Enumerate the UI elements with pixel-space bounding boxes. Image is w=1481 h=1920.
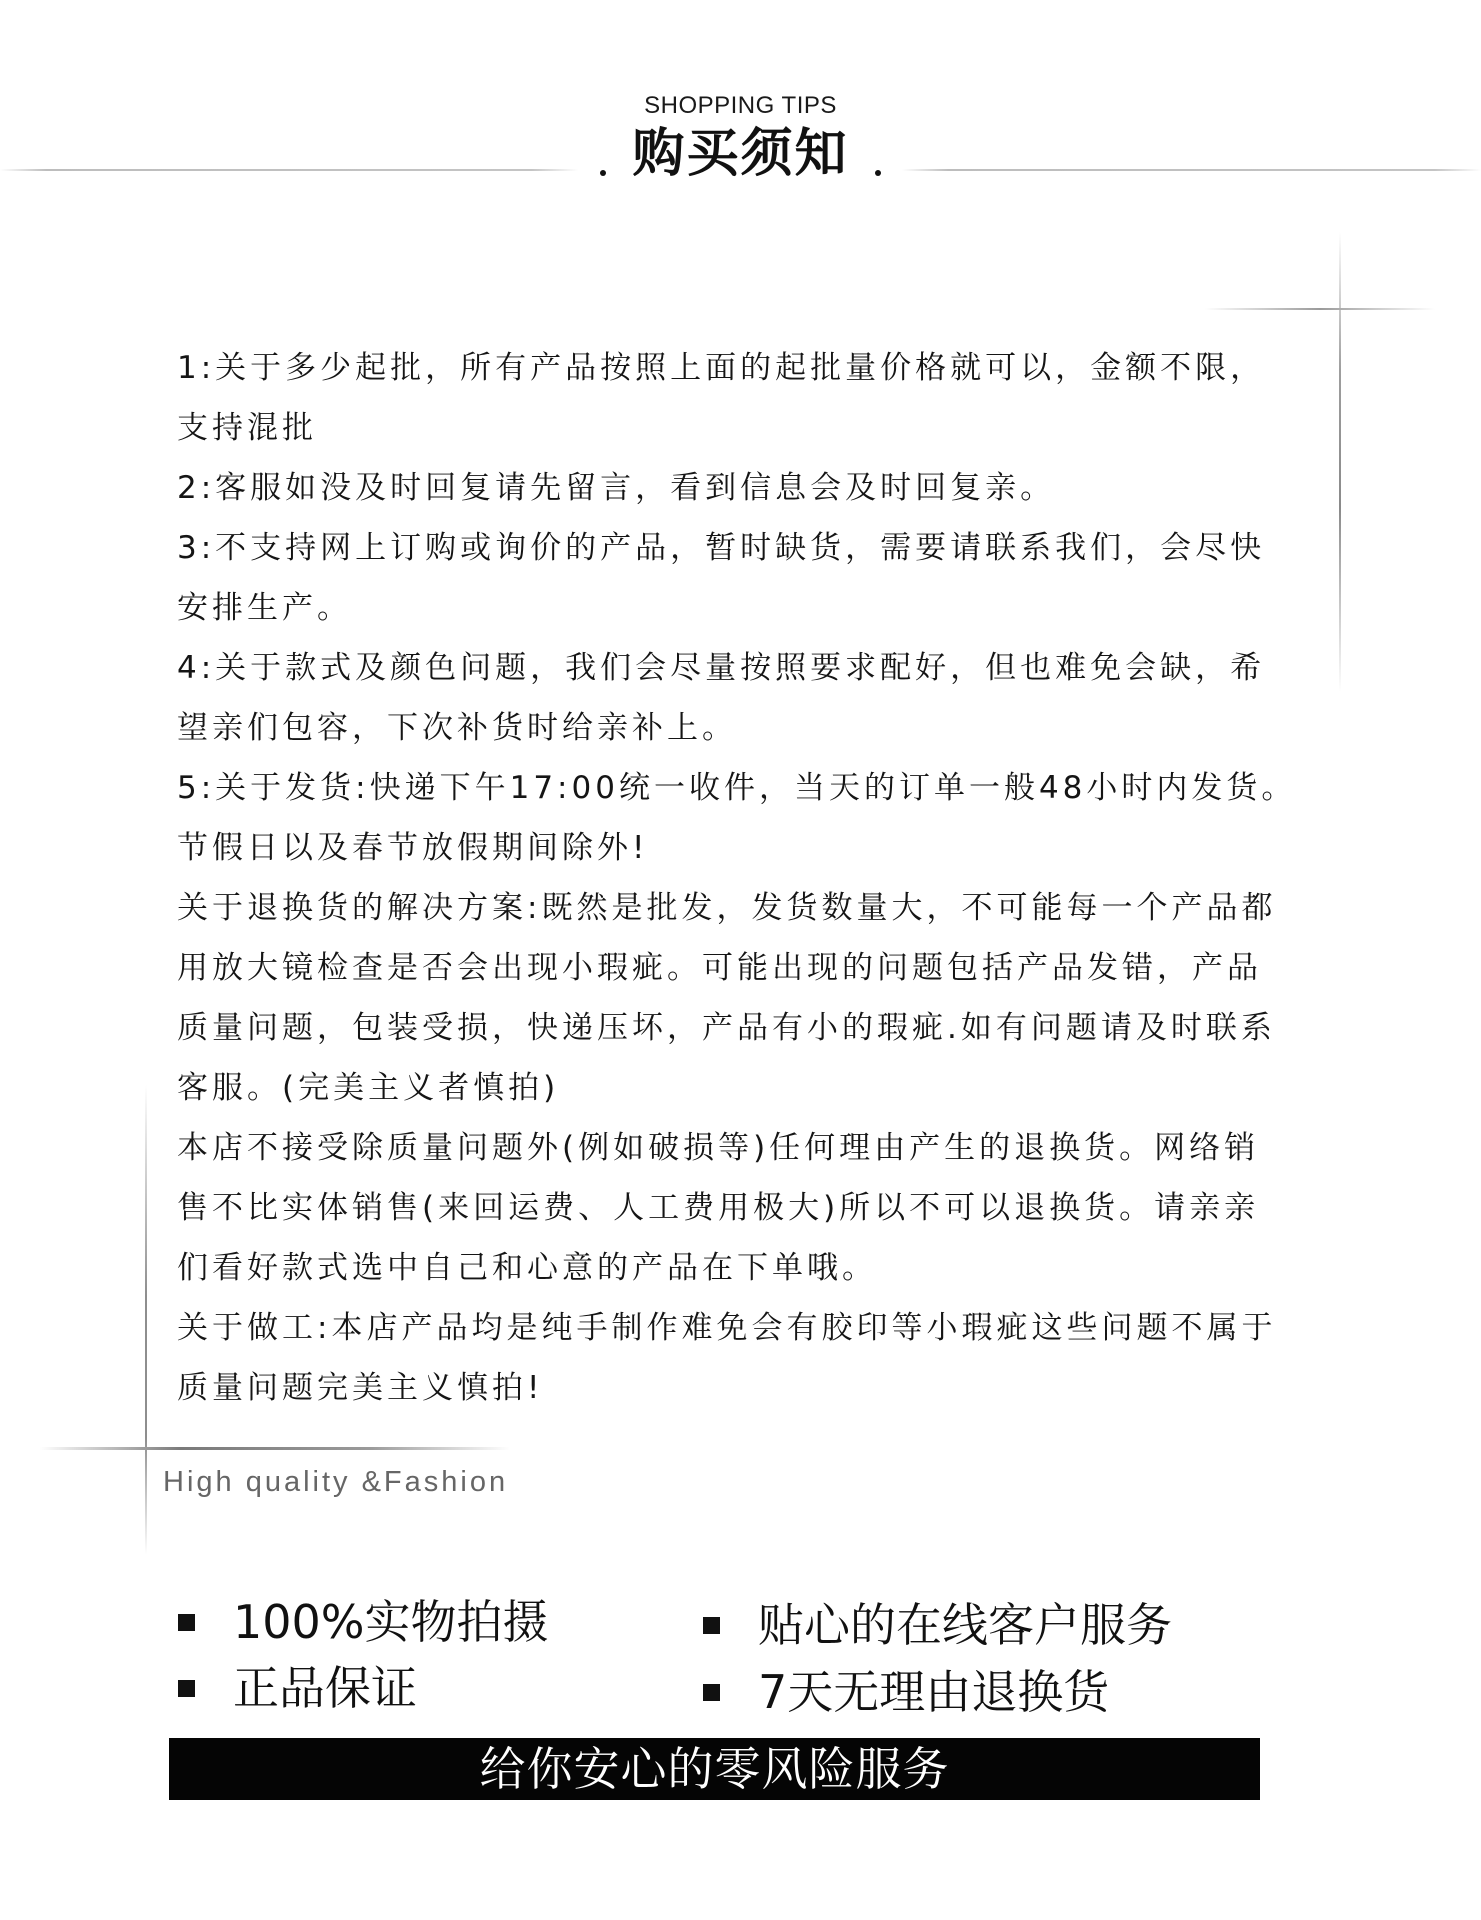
notice-line: 质量问题，包装受损，快递压坏，产品有小的瑕疵.如有问题请及时联系 — [177, 1010, 1276, 1046]
notice-line: 支持混批 — [177, 410, 317, 446]
guarantee-authentic — [178, 1658, 417, 1718]
guarantee-7-day-return — [703, 1662, 1109, 1722]
tagline: High quality &Fashion — [163, 1466, 509, 1498]
notice-line: 3:不支持网上订购或询价的产品，暂时缺货，需要请联系我们，会尽快 — [177, 530, 1266, 566]
guarantee-label: 7天无理由退换货 — [758, 1665, 1110, 1719]
notice-line: 5:关于发货:快递下午17:00统一收件，当天的订单一般48小时内发货。 — [177, 770, 1297, 806]
notice-line: 关于退换货的解决方案:既然是批发，发货数量大，不可能每一个产品都 — [177, 890, 1277, 926]
page-title: 购买须知 — [632, 124, 849, 184]
notice-line: 1:关于多少起批，所有产品按照上面的起批量价格就可以，金额不限， — [177, 350, 1266, 386]
bullet-square-icon — [178, 1614, 195, 1631]
header-title-group — [0, 118, 1481, 190]
notice-line: 本店不接受除质量问题外(例如破损等)任何理由产生的退换货。网络销 — [177, 1130, 1260, 1166]
guarantee-online-service — [703, 1595, 1172, 1655]
guarantee-real-photos — [178, 1592, 549, 1652]
notice-line: 客服。(完美主义者慎拍) — [177, 1070, 560, 1106]
notice-body — [177, 338, 1357, 1418]
notice-line: 节假日以及春节放假期间除外! — [177, 830, 649, 866]
zero-risk-banner — [169, 1738, 1260, 1800]
notice-line: 关于做工:本店产品均是纯手制作难免会有胶印等小瑕疵这些问题不属于 — [177, 1310, 1277, 1346]
header-dot-right — [875, 170, 881, 176]
bullet-square-icon — [703, 1684, 720, 1701]
notice-line: 质量问题完美主义慎拍! — [177, 1370, 544, 1406]
notice-line: 4:关于款式及颜色问题，我们会尽量按照要求配好，但也难免会缺，希 — [177, 650, 1266, 686]
banner-text: 给你安心的零风险服务 — [479, 1742, 950, 1796]
decor-line-vertical-left — [145, 1085, 147, 1555]
guarantee-label: 贴心的在线客户服务 — [758, 1598, 1172, 1652]
notice-line: 售不比实体销售(来回运费、人工费用极大)所以不可以退换货。请亲亲 — [177, 1190, 1260, 1226]
bullet-square-icon — [703, 1617, 720, 1634]
guarantee-label: 正品保证 — [233, 1661, 417, 1715]
guarantee-label: 100%实物拍摄 — [233, 1595, 549, 1649]
bullet-square-icon — [178, 1680, 195, 1697]
notice-line: 们看好款式选中自己和心意的产品在下单哦。 — [177, 1250, 877, 1286]
notice-line: 望亲们包容，下次补货时给亲补上。 — [177, 710, 737, 746]
notice-line: 用放大镜检查是否会出现小瑕疵。可能出现的问题包括产品发错，产品 — [177, 950, 1262, 986]
header-subtitle: SHOPPING TIPS — [644, 92, 837, 119]
notice-line: 安排生产。 — [177, 590, 352, 626]
decor-line-horizontal-right — [1205, 308, 1435, 310]
decor-line-horizontal-left — [40, 1447, 510, 1450]
notice-line: 2:客服如没及时回复请先留言，看到信息会及时回复亲。 — [177, 470, 1056, 506]
